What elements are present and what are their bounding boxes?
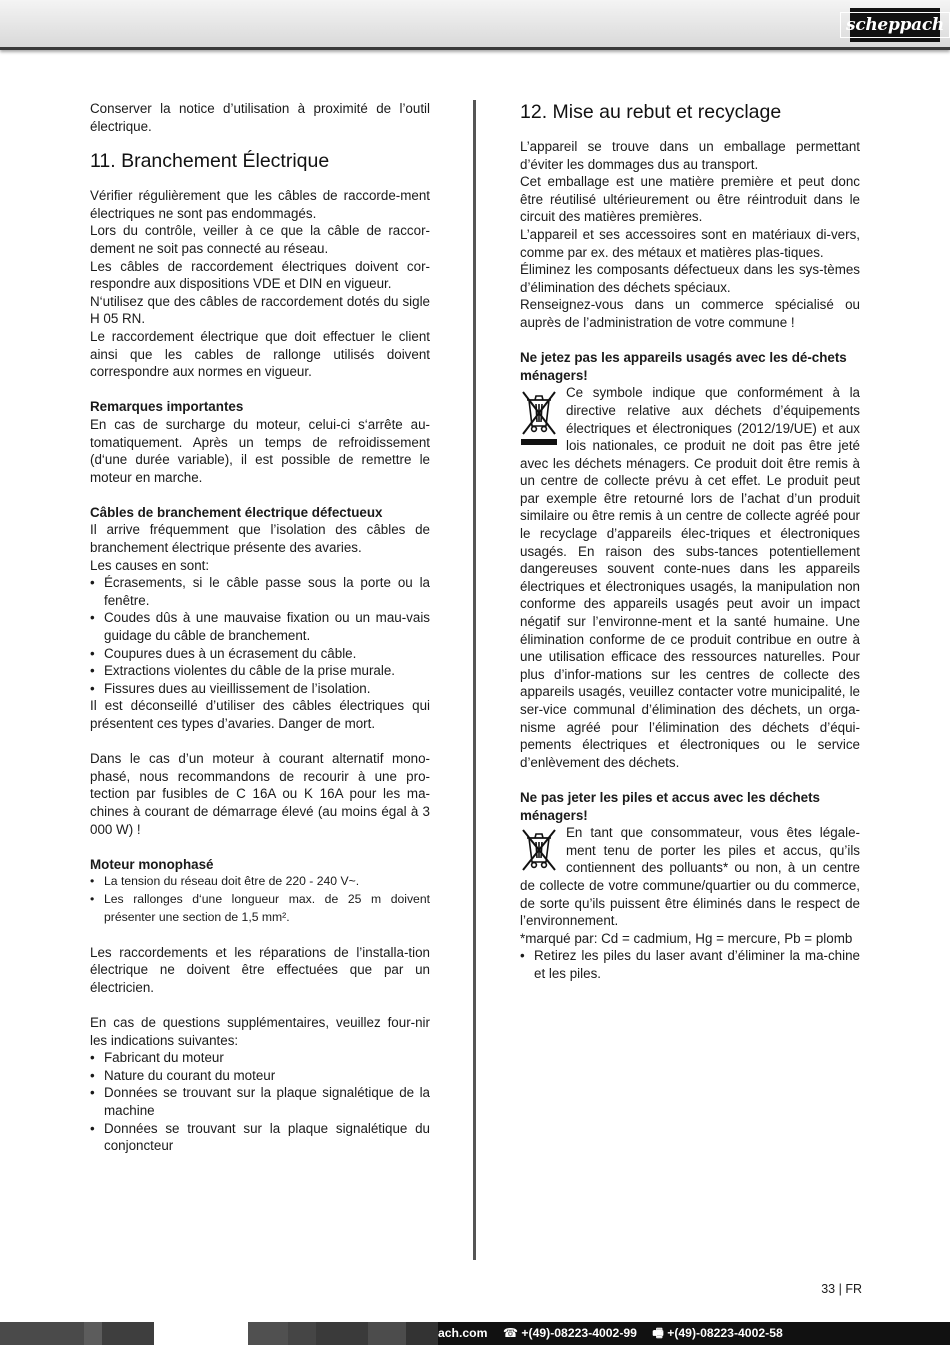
column-divider (473, 100, 476, 1260)
remarks-heading: Remarques importantes (90, 399, 244, 415)
paragraph: L’appareil se trouve dans un emballage permettant d’éviter les dommages dus au transport. (520, 139, 860, 172)
mono-heading: Moteur monophasé (90, 856, 214, 872)
cables-heading: Câbles de branchement électrique défectueux (90, 504, 383, 520)
list-item: • Écrasements, si le câble passe sous la porte ou la fenêtre. (90, 574, 430, 609)
causes-intro: Les causes en sont: (90, 557, 210, 573)
battery-text: En tant que consommateur, vous êtes légale-ment tenu de porter les piles et accus, qu’ils contiennent des polluants* ou non, à un centre de collecte de votre commune/quartier ou du commerce, de sorte qu’ils puissent être éliminés dans le respect de l’environnement. (520, 825, 860, 929)
right-column (520, 100, 860, 983)
battery-list (520, 947, 860, 982)
intro-text: Conserver la notice d’utilisation à proximité de l’outil électrique. (90, 101, 430, 134)
footer-website: ach.com (438, 1326, 488, 1340)
brand-logo (846, 8, 944, 42)
battery-note: *marqué par: Cd = cadmium, Hg = mercure, Pb = plomb (520, 930, 853, 946)
footer-segment (102, 1322, 154, 1345)
paragraph: Les câbles de raccordement électriques doivent cor-respondre aux dispositions VDE et DIN en vigueur. (90, 258, 430, 292)
paragraph: N‘utilisez que des câbles de raccordement dotés du sigle H 05 RN. (90, 293, 430, 327)
questions-intro: En cas de questions supplémentaires, veuillez four-nir les indications suivantes: (90, 1015, 430, 1048)
footer-segment (154, 1322, 248, 1345)
weee-text: Ce symbole indique que conformément à la directive relative aux déchets d’équipements électriques et électroniques (2012/19/UE) et aux lois nationales, ce produit ne doit pas être jeté avec les déchets ménagers. Ce produit doit être remis à un centre de collecte prévu à cet effet. Le produit peut par exemple être retourné lors de l’achat d’un produit similaire ou être remis à un centre de collecte agréé pour le recyclage d’appareils élec-triques et électroniques usagés. En raison des subs-tances potentiellement dangereuses souvent conte-nues dans les appareils électriques et électroniques usagés, la manipulation non conforme des appareils usagés peut avoir un impact négatif sur l’environne-ment et la santé humaine. Une élimination conforme de ce produit contribue en outre à une utilisation efficace des ressources naturelles. Pour plus d’infor-mations sur les centres de collecte des appareils usagés, veuillez contacter votre municipalité, le ser-vice communal d’élimination des déchets, un orga-nisme agréé pour l’élimination des déchets d’équi-pements électriques et électroniques ou le service d’enlèvement des déchets. (520, 385, 860, 770)
weee-block (520, 384, 860, 771)
header-bar (0, 0, 950, 50)
list-item: • Retirez les piles du laser avant d’éliminer la ma-chine et les piles. (520, 947, 860, 982)
footer-contact (438, 1324, 795, 1345)
cables-text: Il arrive fréquemment que l’isolation des câbles de branchement électrique présente des avaries. (90, 522, 430, 556)
section-11-title: 11. Branchement Électrique (90, 150, 330, 173)
footer-segment (406, 1322, 438, 1345)
paragraph: Renseignez-vous dans un commerce spécialisé ou auprès de l’administration de votre commune ! (520, 297, 860, 330)
remarks-text: En cas de surcharge du moteur, celui-ci s‘arrête au-tomatiquement. Après un temps de refroidissement (d‘une durée variable), il est possible de remettre le moteur en marche. (90, 416, 430, 485)
list-item: • Fissures dues au vieillissement de l’isolation. (90, 680, 430, 698)
weee-heading: Ne jetez pas les appareils usagés avec les dé-chets ménagers! (520, 350, 847, 383)
list-item: • La tension du réseau doit être de 220 - 240 V~. (90, 873, 430, 891)
list-item: • Nature du courant du moteur (90, 1067, 430, 1085)
paragraph: Vérifier régulièrement que les câbles de raccorde-ment électriques ne sont pas endommagés. (90, 188, 430, 221)
footer-segment (316, 1322, 368, 1345)
list-item: • Extractions violentes du câble de la prise murale. (90, 662, 430, 680)
footer-phone: ☎ +(49)-08223-4002-99 (502, 1326, 637, 1340)
motor-ac-text: Dans le cas d’un moteur à courant alternatif mono-phasé, nous recommandons de recourir à une pro-tection par fusibles de C 16A ou K 16A pour les ma-chines à courant de démarrage élevé (au moins égal à 3 000 W) ! (90, 751, 430, 837)
crossed-bin-icon (520, 388, 558, 446)
cables-warning: Il est déconseillé d’utiliser des câbles électriques qui présentent ces types d’avaries. Danger de mort. (90, 698, 430, 731)
paragraph: Le raccordement électrique que doit effectuer le client ainsi que les cables de rallonge utilisés doivent correspondre aux normes en vigueur. (90, 328, 430, 380)
paragraph: Lors du contrôle, veiller à ce que la câble de raccor-dement ne soit pas connecté au réseau. (90, 223, 430, 256)
battery-heading: Ne pas jeter les piles et accus avec les déchets ménagers! (520, 789, 820, 823)
footer-segment (248, 1322, 288, 1345)
paragraph: L’appareil et ses accessoires sont en matériaux di-vers, comme par ex. des métaux et matières plas-tiques. (520, 226, 860, 260)
footer-segment (368, 1322, 406, 1345)
section-12-title: 12. Mise au rebut et recyclage (520, 101, 782, 123)
paragraph: Cet emballage est une matière première et peut donc être réutilisé ultérieurement ou être réintroduit dans le circuit des matières premières. (520, 174, 860, 225)
footer-segment (288, 1322, 316, 1345)
install-text: Les raccordements et les réparations de l’installa-tion électrique ne doivent être effectuées que par un électricien. (90, 944, 430, 995)
footer-segment (0, 1322, 84, 1345)
battery-block (520, 824, 860, 930)
questions-list (90, 1049, 430, 1155)
paragraph: Éliminez les composants défectueux dans les sys-tèmes d’élimination des déchets spéciaux. (520, 262, 860, 295)
footer-fax: 🖷 +(49)-08223-4002-58 (652, 1326, 783, 1340)
causes-list (90, 574, 430, 697)
list-item: • Données se trouvant sur la plaque signalétique du conjoncteur (90, 1120, 430, 1155)
list-item: • Données se trouvant sur la plaque signalétique de la machine (90, 1084, 430, 1119)
footer-segment (84, 1322, 102, 1345)
list-item: • Fabricant du moteur (90, 1049, 430, 1067)
list-item: • Les rallonges d‘une longueur max. de 25 m doivent présenter une section de 1,5 mm². (90, 891, 430, 926)
left-column (90, 100, 430, 1155)
crossed-bin-icon (520, 828, 558, 872)
list-item: • Coudes dûs à une mauvaise fixation ou un mau-vais guidage du câble de branchement. (90, 609, 430, 644)
mono-list (90, 873, 430, 926)
list-item: • Coupures dues à un écrasement du câble. (90, 645, 430, 663)
brand-logo-text: scheppach (840, 12, 950, 38)
page-number: 33 | FR (821, 1282, 862, 1296)
